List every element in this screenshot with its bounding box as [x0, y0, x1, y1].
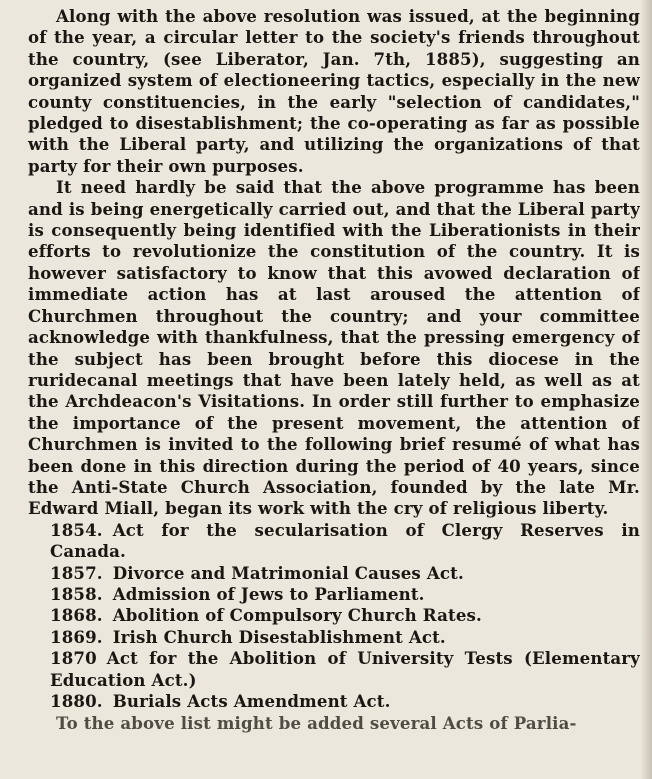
- legislation-list: [28, 520, 640, 713]
- list-item: [28, 563, 640, 584]
- entry-year: 1869.: [50, 626, 103, 647]
- paragraph-resolution: [28, 6, 640, 177]
- entry-year: 1854.: [50, 519, 103, 540]
- article-column: [28, 0, 640, 734]
- list-item: [28, 627, 640, 648]
- paragraph-text: Along with the above resolution was issued, at the beginning of the year, a circular letter to the society's friends throughout the country, (see Liberator, Jan. 7th, 1885), suggesting an organized system of electioneering tactics, especially in the new county constituencies, in the early "selection of candidates," pledged to disestablishment; the co-operating as far as possible with the Liberal party, and utilizing the organizations of that party for their own purposes.: [28, 6, 640, 176]
- list-item: [28, 520, 640, 563]
- clipped-bottom-line: To the above list might be added several Acts of Parlia-: [56, 713, 577, 734]
- list-item: [28, 605, 640, 626]
- entry-text: Burials Acts Amendment Act.: [112, 691, 391, 711]
- entry-year: 1870: [50, 648, 97, 669]
- entry-year: 1858.: [50, 583, 103, 604]
- list-item: [28, 691, 640, 712]
- entry-text: Irish Church Disestablishment Act.: [112, 626, 446, 647]
- list-item: [28, 648, 640, 691]
- entry-year: 1868.: [50, 605, 103, 626]
- entry-year: 1880.: [50, 691, 103, 711]
- entry-year: 1857.: [50, 562, 103, 583]
- clipped-top-line: [108, 0, 640, 6]
- list-item: [28, 584, 640, 605]
- paragraph-text: It need hardly be said that the above programme has been and is being energetically carried out, and that the Liberal party is consequently being identified with the Liberationists in their efforts to revolutionize the constitution of the country. It is however satisfactory to know that this avowed declaration of immediate action has at last aroused the attention of Churchmen throughout the country; and your committee acknowledge with thankfulness, that the pressing emergency of the subject has been brought before this diocese in the ruridecanal meetings that have been lately held, as well as at the Archdeacon's Visitations. In order still further to emphasize the importance of the present movement, the attention of Churchmen is invited to the following brief resumé of what has been done in this direction during the period of 40 years, since the Anti-State Church Association, founded by the late Mr. Edward Miall, began its work with the cry of religious liberty.: [28, 177, 640, 519]
- entry-text: Act for the secularisation of Clergy Reserves in Canada.: [50, 519, 640, 562]
- paragraph-programme: [28, 177, 640, 520]
- entry-text: Abolition of Compulsory Church Rates.: [112, 605, 482, 626]
- entry-text: Divorce and Matrimonial Causes Act.: [112, 562, 464, 583]
- entry-text: Admission of Jews to Parliament.: [112, 583, 425, 604]
- page-edge-shadow: [640, 0, 652, 779]
- entry-text: Act for the Abolition of University Tests (Elementary Education Act.): [50, 648, 640, 690]
